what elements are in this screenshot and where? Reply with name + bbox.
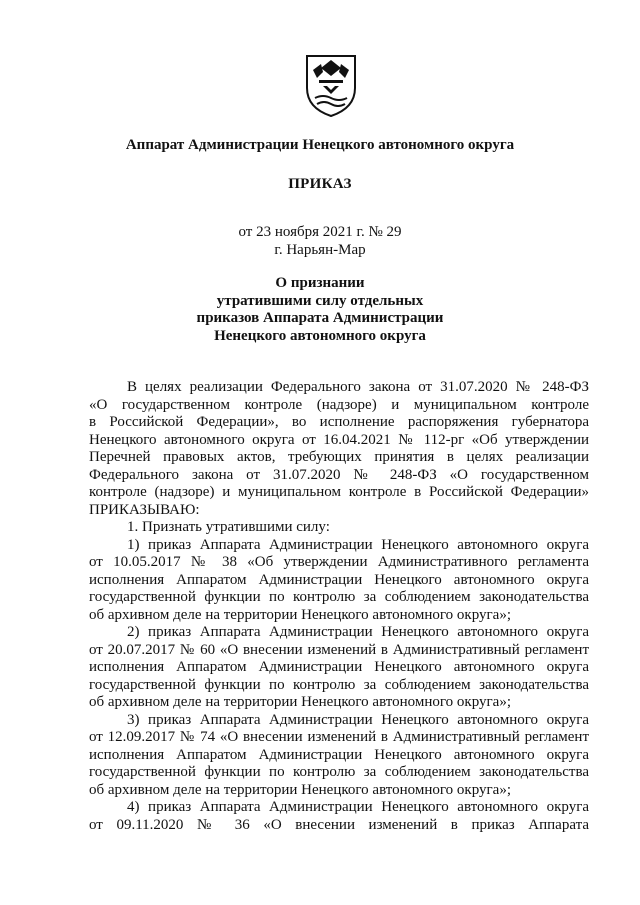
coat-of-arms-emblem <box>303 52 359 118</box>
body-line: 1) приказ Аппарата Администрации Ненецкого автономного округа <box>127 536 589 553</box>
body-line: от 20.07.2017 № 60 «О внесении изменений в Административный регламент <box>89 641 589 658</box>
body-line: исполнения Аппаратом Администрации Ненецкого автономного округа <box>89 659 589 675</box>
document-type: ПРИКАЗ <box>288 176 352 192</box>
body-line: «О государственном контроле (надзоре) и муниципальном контроле <box>89 396 589 413</box>
body-line: Ненецкого автономного округа от 16.04.2021 № 112-рг «Об утверждении <box>89 431 589 448</box>
document-title <box>0 275 640 345</box>
body-line: В целях реализации Федерального закона от 31.07.2020 № 248-ФЗ <box>127 379 589 395</box>
title-line: Ненецкого автономного округа <box>214 327 426 344</box>
body-line: 2) приказ Аппарата Администрации Ненецкого автономного округа <box>127 624 589 640</box>
title-line: приказов Аппарата Администрации <box>196 310 444 326</box>
document-date-number: от 23 ноября 2021 г. № 29 <box>238 224 402 240</box>
title-line: О признании <box>275 275 365 291</box>
organization-name: Аппарат Администрации Ненецкого автономного округа <box>125 137 515 153</box>
body-line: об архивном деле на территории Ненецкого автономного округа»; <box>89 694 511 710</box>
body-line: Перечней правовых актов, требующих принятия в целях реализации <box>89 449 589 465</box>
body-line: об архивном деле на территории Ненецкого автономного округа»; <box>89 781 511 798</box>
body-line: 4) приказ Аппарата Администрации Ненецкого автономного округа <box>127 799 589 815</box>
body-line: исполнения Аппаратом Администрации Ненецкого автономного округа <box>89 746 589 763</box>
document-body <box>89 379 589 834</box>
title-line: утратившими силу отдельных <box>216 292 424 309</box>
body-line: в Российской Федерации», во исполнение распоряжения губернатора <box>89 414 589 430</box>
body-line: государственной функции по контролю за соблюдением законодательства <box>89 676 589 693</box>
body-line: исполнения Аппаратом Администрации Ненецкого автономного округа <box>89 571 589 588</box>
body-line: от 09.11.2020 № 36 «О внесении изменений в приказ Аппарата <box>89 816 589 833</box>
document-city: г. Нарьян-Мар <box>274 242 366 258</box>
body-line: об архивном деле на территории Ненецкого автономного округа»; <box>89 606 511 623</box>
body-line: государственной функции по контролю за соблюдением законодательства <box>89 764 589 780</box>
body-line: от 10.05.2017 № 38 «Об утверждении Административного регламента <box>89 554 589 570</box>
body-line: от 12.09.2017 № 74 «О внесении изменений в Административный регламент <box>89 729 589 745</box>
body-line: государственной функции по контролю за соблюдением законодательства <box>89 589 589 605</box>
body-line: 3) приказ Аппарата Администрации Ненецкого автономного округа <box>127 711 589 728</box>
body-line: Федерального закона от 31.07.2020 № 248-ФЗ «О государственном <box>89 466 589 483</box>
body-line: контроле (надзоре) и муниципальном контроле в Российской Федерации» <box>89 484 589 500</box>
body-line: 1. Признать утратившими силу: <box>127 519 330 535</box>
body-line: ПРИКАЗЫВАЮ: <box>89 501 200 518</box>
